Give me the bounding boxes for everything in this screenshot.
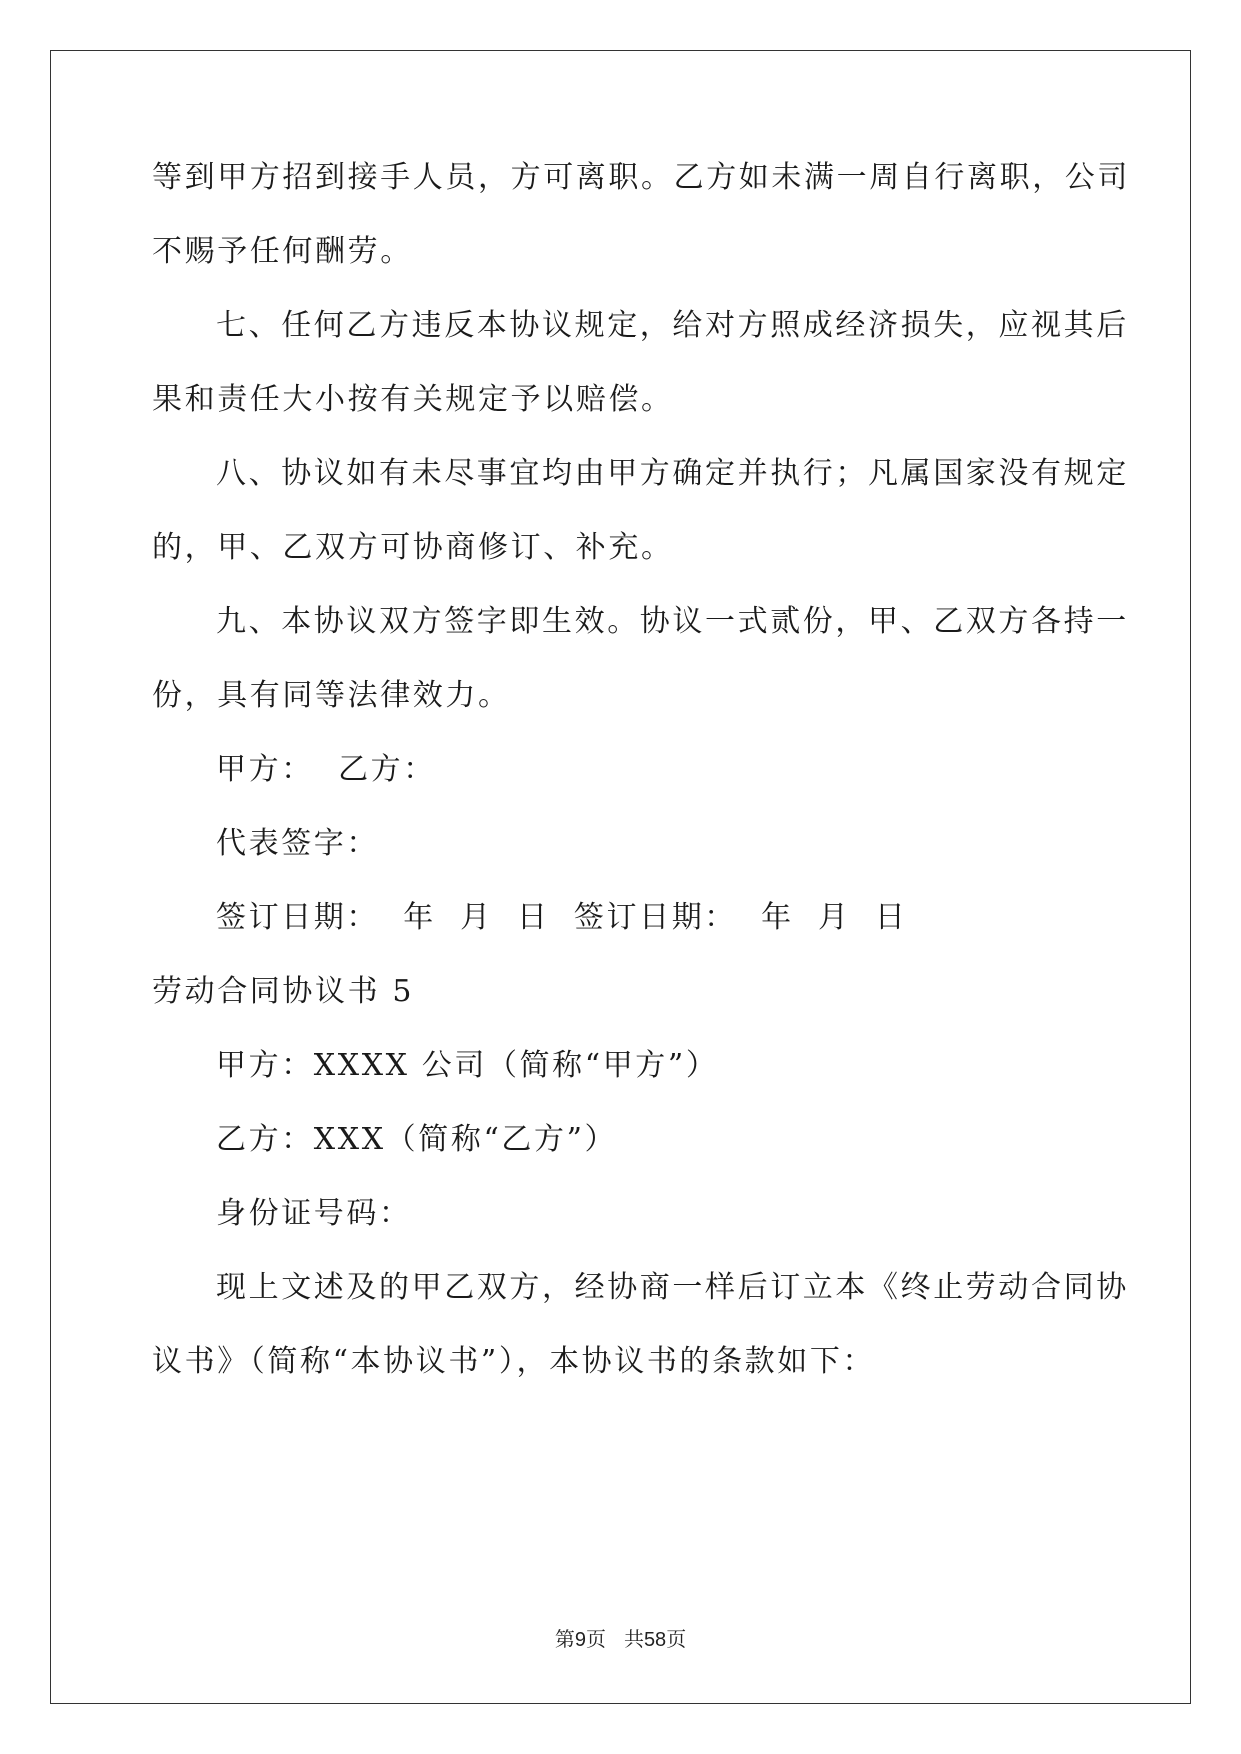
clause-9-line-2: 份，具有同等法律效力。 xyxy=(152,678,511,713)
clause-8-line-2: 的，甲、乙双方可协商修订、补充。 xyxy=(152,530,674,565)
footer-total-prefix: 共 xyxy=(623,1629,644,1651)
clause-7-line-1: 七、任何乙方违反本协议规定，给对方照成经济损失，应视其后 xyxy=(216,308,1129,343)
representative-signature-line: 代表签字： xyxy=(216,826,379,861)
text-line-2: 不赐予任何酬劳。 xyxy=(152,234,413,269)
page-border xyxy=(50,50,1191,1704)
preamble-line-1: 现上文述及的甲乙双方，经协商一样后订立本《终止劳动合同协 xyxy=(216,1270,1129,1305)
footer-page-suffix: 页 xyxy=(585,1629,606,1651)
id-number-line: 身份证号码： xyxy=(216,1196,412,1231)
party-b-line: 乙方：XXX（简称“乙方”） xyxy=(216,1122,618,1157)
page-footer xyxy=(0,1628,1241,1652)
total-page-count: 58 xyxy=(643,1629,667,1651)
clause-8-line-1: 八、协议如有未尽事宜均由甲方确定并执行；凡属国家没有规定 xyxy=(216,456,1129,491)
preamble-line-2: 议书》（简称“本协议书”），本协议书的条款如下： xyxy=(152,1344,876,1379)
clause-7-line-2: 果和责任大小按有关规定予以赔偿。 xyxy=(152,382,674,417)
current-page-number: 9 xyxy=(574,1629,586,1651)
text-line-1: 等到甲方招到接手人员，方可离职。乙方如未满一周自行离职，公司 xyxy=(152,160,1130,195)
signing-date-line: 签订日期： 年 月 日 签订日期： 年 月 日 xyxy=(216,900,908,935)
party-a-line: 甲方：XXXX 公司（简称“甲方”） xyxy=(216,1048,719,1083)
footer-total-suffix: 页 xyxy=(666,1629,687,1651)
clause-9-line-1: 九、本协议双方签字即生效。协议一式贰份，甲、乙双方各持一 xyxy=(216,604,1129,639)
section-heading: 劳动合同协议书 5 xyxy=(152,974,415,1009)
party-signature-line: 甲方： 乙方： xyxy=(216,752,436,787)
footer-prefix: 第 xyxy=(554,1629,575,1651)
